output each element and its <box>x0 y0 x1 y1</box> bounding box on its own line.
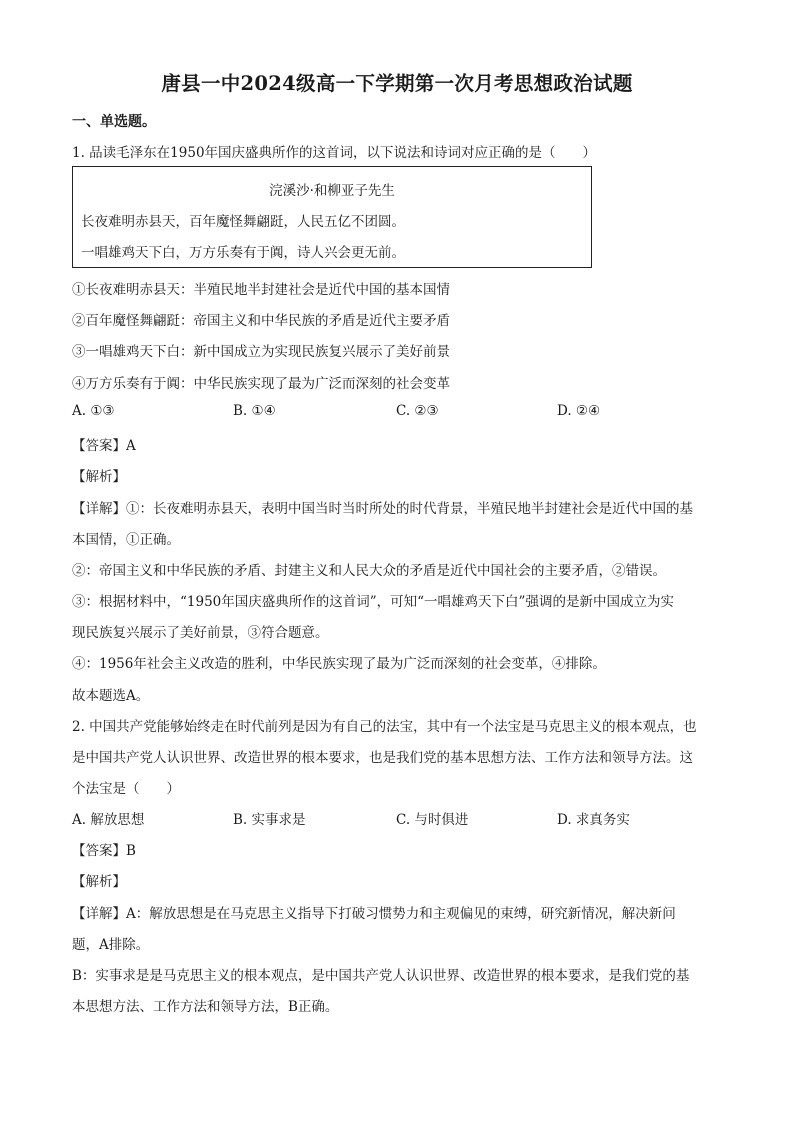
q2-stem: 2. 中国共产党能够始终走在时代前列是因为有自己的法宝，其中有一个法宝是马克思主义的根本观点，也 <box>72 719 697 735</box>
q2-option-a: A. 解放思想 <box>72 812 145 828</box>
q2-option-b: B. 实事求是 <box>233 812 306 828</box>
q1-detail-line: ④：1956年社会主义改造的胜利，中华民族实现了最为广泛而深刻的社会变革，④排除。 <box>72 656 606 672</box>
q1-stem: 1. 品读毛泽东在1950年国庆盛典所作的这首词，以下说法和诗词对应正确的是（ ） <box>72 145 597 161</box>
q1-detail-line: ②：帝国主义和中华民族的矛盾、封建主义和人民大众的矛盾是近代中国社会的主要矛盾，②错误。 <box>72 563 666 579</box>
q1-item: ①长夜难明赤县天：半殖民地半封建社会是近代中国的基本国情 <box>72 282 450 298</box>
q1-answer: 【答案】A <box>72 438 136 454</box>
q2-option-c: C. 与时俱进 <box>396 812 469 828</box>
q1-analysis-label: 【解析】 <box>72 469 126 485</box>
q1-option-c: C. ②③ <box>396 403 439 419</box>
exam-title: 唐县一中2024级高一下学期第一次月考思想政治试题 <box>161 72 633 95</box>
q2-detail-line: 题，A排除。 <box>72 937 150 953</box>
q1-detail-line: ③：根据材料中，“1950年国庆盛典所作的这首词”，可知“一唱雄鸡天下白”强调的是新中国成立为实 <box>72 594 674 610</box>
q1-item: ③一唱雄鸡天下白：新中国成立为实现民族复兴展示了美好前景 <box>72 344 450 360</box>
q1-detail-line: 【详解】①：长夜难明赤县天，表明中国当时当时所处的时代背景，半殖民地半封建社会是近代中国的基 <box>72 501 693 517</box>
q1-option-a: A. ①③ <box>72 403 115 419</box>
q1-option-d: D. ②④ <box>557 403 601 419</box>
q2-detail-line: B：实事求是是马克思主义的根本观点，是中国共产党人认识世界、改造世界的根本要求，是我们党的基 <box>72 968 690 984</box>
poem-box <box>72 166 592 268</box>
q1-option-b: B. ①④ <box>233 403 276 419</box>
section-heading: 一、单选题。 <box>72 114 156 130</box>
q2-detail-line: 【详解】A：解放思想是在马克思主义指导下打破习惯势力和主观偏见的束缚，研究新情况，解决新问 <box>72 906 676 922</box>
q1-detail-line: 故本题选A。 <box>72 688 150 704</box>
q2-stem: 个法宝是（ ） <box>72 781 180 797</box>
poem-title: 浣溪沙·和柳亚子先生 <box>269 183 395 199</box>
poem-line: 一唱雄鸡天下白，万方乐奏有于阗，诗人兴会更无前。 <box>81 245 405 261</box>
q2-detail-line: 本思想方法、工作方法和领导方法，B正确。 <box>72 999 339 1015</box>
q2-analysis-label: 【解析】 <box>72 874 126 890</box>
q1-detail-line: 本国情，①正确。 <box>72 532 180 548</box>
q1-item: ④万方乐奏有于阗：中华民族实现了最为广泛而深刻的社会变革 <box>72 376 450 392</box>
q1-detail-line: 现民族复兴展示了美好前景，③符合题意。 <box>72 625 329 641</box>
q1-item: ②百年魔怪舞翩跹：帝国主义和中华民族的矛盾是近代主要矛盾 <box>72 313 450 329</box>
q2-answer: 【答案】B <box>72 843 136 859</box>
q2-stem: 是中国共产党人认识世界、改造世界的根本要求，也是我们党的基本思想方法、工作方法和领导方法。这 <box>72 750 693 766</box>
q2-option-d: D. 求真务实 <box>557 812 630 828</box>
poem-line: 长夜难明赤县天，百年魔怪舞翩跹，人民五亿不团圆。 <box>81 214 405 230</box>
